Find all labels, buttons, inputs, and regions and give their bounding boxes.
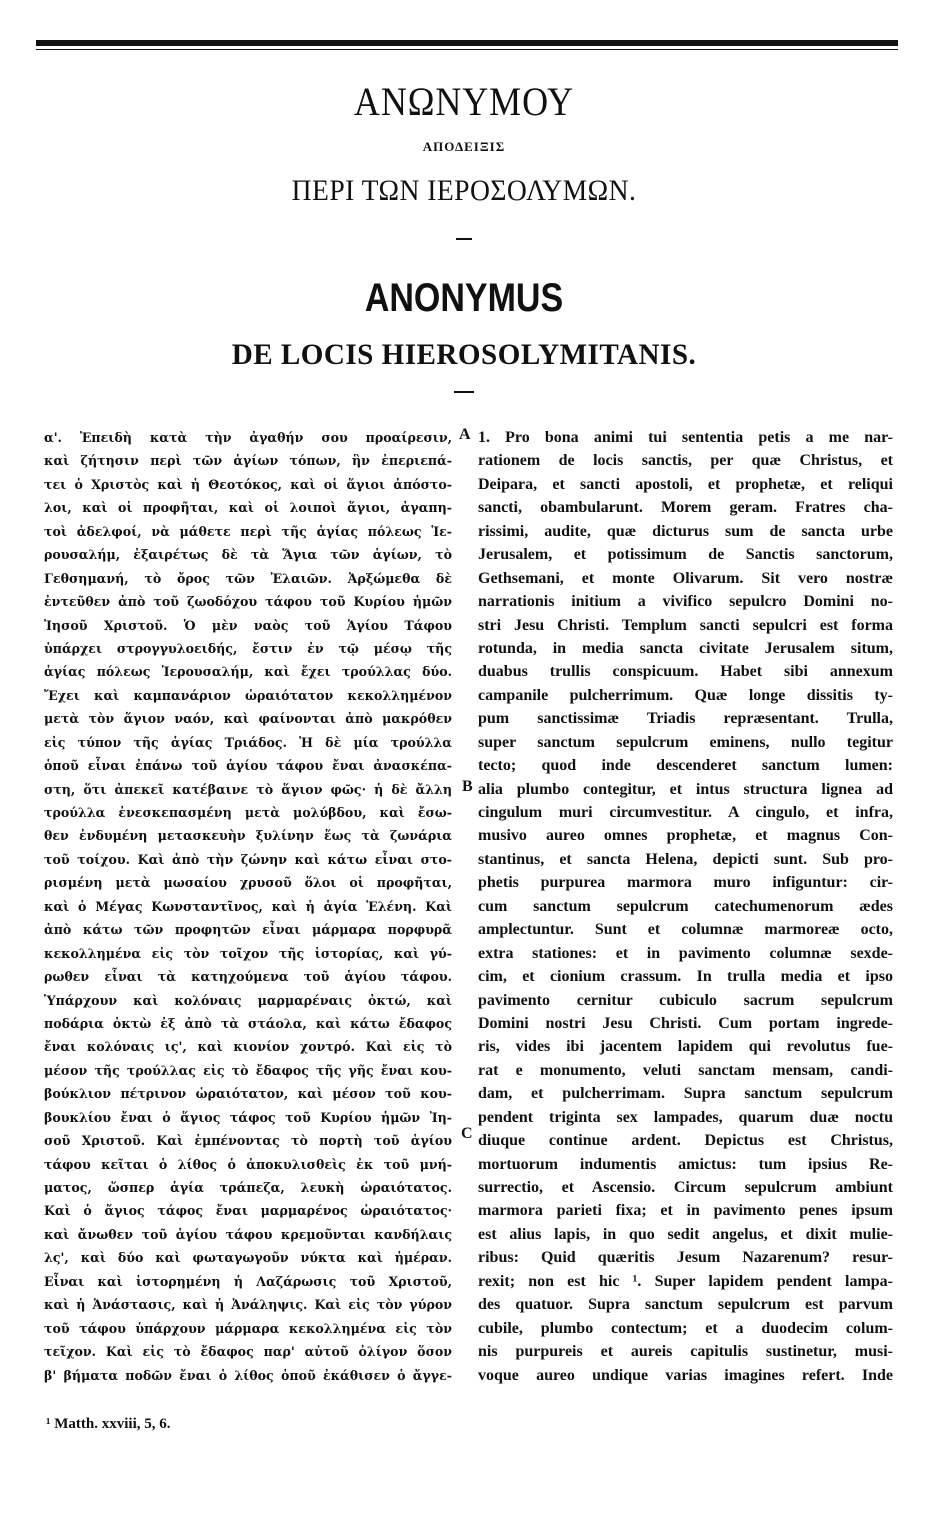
text-line: Gethsemani, et monte Olivarum. Sit vero nostræ (478, 569, 893, 587)
text-line: Γεθσημανή, τὸ ὄρος τῶν Ἐλαιῶν. Ἀρξώμεθα δὲ (44, 570, 452, 586)
text-line: ἐντεῦθεν ἀπὸ τοῦ ζωοδόχου τάφου τοῦ Κυρίου ἡμῶν (44, 594, 452, 610)
text-line: dam, et pulcherrimam. Supra sanctum sepulcrum (478, 1085, 893, 1103)
text-line: Domini nostri Jesu Christi. Cum portam ingrede- (478, 1014, 893, 1032)
text-line: θεν ἐνδυμένη μετασκευὴν ξυλίνην ἕως τὰ ζωνάρια (44, 828, 452, 844)
text-line: narrationis initium a vivifico sepulcro Domini no- (478, 593, 893, 611)
text-line: extra stationes: et in pavimento columnæ sexde- (478, 944, 893, 962)
text-line: rotunda, in media sancta civitate Jerusalem situm, (478, 639, 893, 657)
text-line: τοῦ τάφου ὑπάρχουν μάρμαρα κεκολλημένα εἰς τὸν (44, 1320, 452, 1336)
text-line: pendent triginta sex lampades, quarum duæ noctu (478, 1108, 893, 1126)
text-line: ὁποῦ εἶναι ἐπάνω τοῦ ἁγίου τάφου ἔναι ἀνασκέπα- (44, 758, 452, 774)
text-line: τεῖχον. Καὶ εἰς τὸ ἔδαφος παρ' αὐτοῦ ὀλίγον ὅσον (44, 1344, 452, 1360)
text-line: est alius lapis, in quo sedit angelus, et dixit mulie- (478, 1225, 893, 1243)
title-latin: ANONYMUS (364, 276, 564, 320)
text-line: μετὰ τὸν ἅγιον ναόν, καὶ φαίνονται ἀπὸ μακρόθεν (44, 711, 452, 727)
text-line: τρούλλα ἐνεσκεπασμένη μετὰ μολύβδου, καὶ ἔσω- (44, 805, 452, 820)
text-line: rationem de locis sanctis, per quæ Christus, et (478, 452, 893, 470)
text-line: τοὶ ἀδελφοί, νὰ μάθετε περὶ τῆς ἁγίας πόλεως Ἱε- (44, 523, 452, 539)
text-line: ribus: Quid quæritis Jesum Nazarenum? resur- (478, 1249, 893, 1267)
text-line: στη, ὅτι ἀπεκεῖ κατέβαινε τὸ ἅγιον φῶς· ἡ δὲ ἄλλη (44, 781, 452, 797)
text-line: εἰς τύπον τῆς ἁγίας Τριάδος. Ἡ δὲ μία τρούλλα (44, 734, 452, 750)
text-line: λς', καὶ δύο καὶ φωταγωγοῦν νύκτα καὶ ἡμέραν. (44, 1250, 452, 1266)
text-line: voque aureo undique varias imagines refert. Inde (478, 1366, 893, 1384)
top-rule (36, 40, 898, 46)
text-line: καὶ ἡ Ἀνάστασις, καὶ ἡ Ἀνάληψις. Καὶ εἰς τὸν γύρον (44, 1297, 452, 1313)
text-line: ρωθεν εἶναι τὰ κατηχούμενα τοῦ ἁγίου τάφου. (44, 969, 452, 985)
text-line: μέσον τῆς τρούλλας εἰς τὸ ἔδαφος τῆς γῆς ἔναι κου- (44, 1062, 452, 1078)
text-line: ἔναι κολόναις ις', καὶ κιονίον χοντρό. Καὶ εἰς τὸ (44, 1039, 452, 1055)
text-line: rat e monumento, veluti sanctam mensam, candi- (478, 1061, 893, 1079)
text-line: rissimi, audite, quæ dicturus sum de sancta urbe (478, 522, 893, 540)
text-line: βούκλιον πέτρινον ὡραιότατον, καὶ μέσον τοῦ κου- (44, 1086, 452, 1102)
text-line: mortuorum indumentis amictus: tum ipsius Re- (478, 1155, 893, 1173)
subtitle-greek: ΑΠΟΔΕΙΞΙΣ (422, 139, 506, 154)
text-line: stantinus, et sancta Helena, depicti sunt. Sub pro- (478, 850, 893, 868)
text-line: λοι, καὶ οἱ προφῆται, καὶ οἱ λοιποὶ ἅγιοι, ἀγαπη- (44, 500, 452, 516)
margin-marker-c: C (461, 1125, 473, 1142)
title-greek: ΑΝΩΝΥΜΟΥ (353, 79, 575, 124)
text-line: Ὑπάρχουν καὶ κολόναις μαρμαρέναις ὀκτώ, καὶ (44, 992, 452, 1008)
text-line: καὶ ζήτησιν περὶ τῶν ἁγίων τόπων, ἣν ἐπεριεπά- (44, 453, 452, 469)
margin-marker-a: A (459, 426, 471, 443)
text-line: καὶ ὁ Μέγας Κωνσταντῖνος, καὶ ἡ ἁγία Ἑλένη. Καὶ (44, 898, 452, 914)
text-line: Εἶναι καὶ ἱστορημένη ἡ Λαζάρωσις τοῦ Χριστοῦ, (44, 1273, 452, 1289)
text-line: tecto; quod inde descenderet sanctum lumen: (478, 757, 893, 775)
text-line: Ἰησοῦ Χριστοῦ. Ὁ μὲν ναὸς τοῦ Ἁγίου Τάφου (44, 617, 452, 633)
text-line: τει ὁ Χριστὸς καὶ ἡ Θεοτόκος, καὶ οἱ ἅγιοι ἀπόστο- (44, 476, 452, 492)
text-line: 1. Pro bona animi tui sententia petis a me nar- (478, 429, 893, 446)
text-line: ἁγίας πόλεως Ἱερουσαλήμ, καὶ ἔχει τρούλλας δύο. (44, 664, 452, 680)
topic-greek: ΠΕΡΙ ΤΩΝ ΙΕΡΟΣΟΛΥΜΩΝ. (291, 174, 637, 207)
text-line: sancti, obambularunt. Morem geram. Fratres cha- (478, 499, 893, 517)
text-line: ποδάρια ὀκτὼ ἐξ ἀπὸ τὰ στάολα, καὶ κάτω ἔδαφος (44, 1015, 452, 1031)
text-line: σοῦ Χριστοῦ. Καὶ ἐμπένοντας τὸ πορτὴ τοῦ ἁγίου (44, 1133, 452, 1149)
text-line: campanile pulcherrimum. Quæ longe dissitis ty- (478, 686, 893, 704)
top-rule-thin (36, 49, 898, 50)
text-line: Deipara, et sancti apostoli, et prophetæ, et reliqui (478, 475, 893, 493)
latin-text-column (478, 426, 893, 1387)
text-line: καὶ ἄνωθεν τοῦ ἁγίου τάφου κρεμοῦνται κανδήλαις (44, 1226, 452, 1242)
margin-marker-b: B (462, 778, 473, 795)
text-line: amplectuntur. Sunt et columnæ marmoreæ octo, (478, 921, 893, 939)
text-line: κεκολλημένα εἰς τὸν τοῖχον τῆς ἱστορίας, καὶ γύ- (44, 945, 452, 961)
text-line: rexit; non est hic ¹. Super lapidem pendent lampa- (478, 1272, 893, 1290)
topic-latin: DE LOCIS HIEROSOLYMITANIS. (231, 338, 697, 371)
text-line: diuque continue ardent. Depictus est Christus, (478, 1132, 893, 1150)
greek-text-column (44, 426, 452, 1387)
text-line: τάφου κεῖται ὁ λίθος ὁ ἀποκυλισθεὶς ἐκ τοῦ μνή- (44, 1156, 452, 1172)
text-line: cum sanctum sepulcrum catechumenorum ædes (478, 897, 893, 915)
text-line: ris, vides ibi jacentem lapidem qui revolutus fue- (478, 1038, 893, 1056)
text-line: βουκλίου ἔναι ὁ ἅγιος τάφος τοῦ Κυρίου ἡμῶν Ἰη- (44, 1109, 452, 1125)
text-line: Ἔχει καὶ καμπανάριον ὡραιότατον κεκολλημένον (44, 687, 452, 703)
text-line: nis purpureis et aureis capitulis sustinetur, musi- (478, 1343, 893, 1361)
text-line: surrectio, et Ascensio. Circum sepulcrum ambiunt (478, 1179, 893, 1196)
text-line: stri Jesu Christi. Templum sancti sepulcri est forma (478, 616, 893, 634)
text-line: super sanctum sepulcrum eminens, nullo tegitur (478, 733, 893, 751)
text-line: cim, et cionium crassum. In trulla media et ipso (478, 968, 893, 986)
text-line: des quatuor. Supra sanctum sepulcrum est parvum (478, 1296, 893, 1314)
text-line: ἀπὸ κάτω τῶν προφητῶν εἶναι μάρμαρα πορφυρᾶ (44, 922, 452, 938)
text-line: ὑπάρχει στρογγυλοειδής, ἔστιν ἐν τῷ μέσῳ τῆς (44, 640, 452, 656)
text-line: duabus trullis conspicuum. Habet sibi annexum (478, 663, 893, 681)
text-line: cubile, plumbo contectum; et a duodecim colum- (478, 1319, 893, 1337)
text-line: ρουσαλήμ, ἐξαιρέτως δὲ τὰ Ἅγια τῶν ἁγίων, τὸ (44, 547, 452, 563)
footnote: ¹ Matth. xxviii, 5, 6. (46, 1416, 171, 1432)
text-line: ρισμένη μετὰ μωσαίου χρυσοῦ ὅλοι οἱ προφῆται, (44, 875, 452, 891)
text-line: α'. Ἐπειδὴ κατὰ τὴν ἀγαθήν σου προαίρεσιν, (44, 430, 452, 445)
text-line: musivo aureo omnes prophetæ, et magnus Con- (478, 827, 893, 845)
text-line: τοῦ τοίχου. Καὶ ἀπὸ τὴν ζώνην καὶ κάτω εἶναι στο- (44, 851, 452, 867)
text-line: phetis purpurea marmora muro infiguntur: cir- (478, 874, 893, 892)
text-line: Jerusalem, et potissimum de Sanctis sanctorum, (478, 546, 893, 564)
text-line: Καὶ ὁ ἅγιος τάφος ἔναι μαρμαρένος ὡραιότατος· (44, 1203, 452, 1219)
text-line: cingulum muri circumvestitur. A cingulo, et infra, (478, 804, 893, 821)
separator-dash (454, 391, 474, 393)
text-line: ματος, ὥσπερ ἁγία τράπεζα, λευκὴ ὡραιότατος. (44, 1180, 452, 1195)
text-line: β' βήματα ποδῶν ἔναι ὁ λίθος ὁποῦ ἐκάθισεν ὁ ἄγγε- (44, 1367, 452, 1383)
text-line: marmora parieti fixa; et in pavimento penes ipsum (478, 1202, 893, 1220)
separator-dash (456, 238, 472, 240)
text-line: alia plumbo contegitur, et intus structura lignea ad (478, 780, 893, 798)
text-line: pavimento cernitur cubiculo sacrum sepulcrum (478, 991, 893, 1009)
text-line: pum sanctissimæ Triadis repræsentant. Trulla, (478, 710, 893, 728)
